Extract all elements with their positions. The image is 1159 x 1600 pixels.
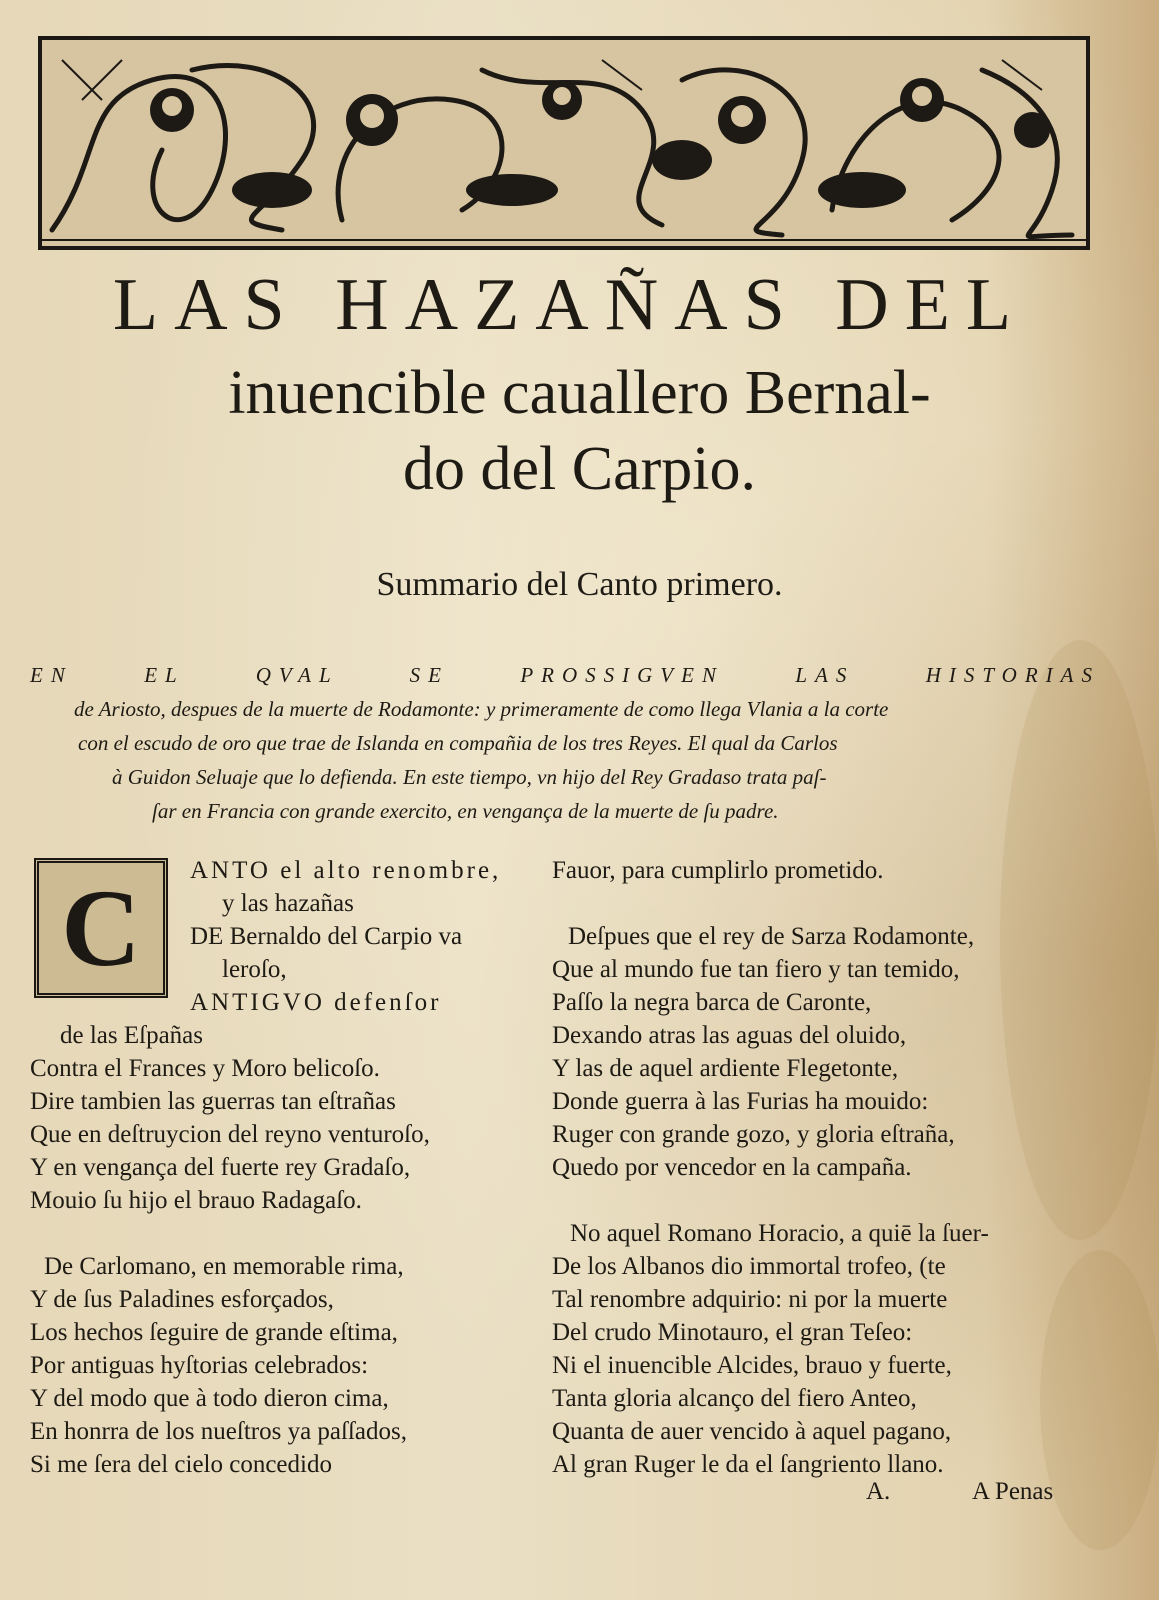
verse-line: Que al mundo fue tan fiero y tan temido, xyxy=(552,956,960,983)
verse-line: Contra el Frances y Moro belicoſo. xyxy=(30,1055,380,1082)
verse-line xyxy=(552,887,1092,920)
verse-line: Quedo por vencedor en la campaña. xyxy=(552,1154,912,1181)
verse-line: leroſo, xyxy=(222,956,287,983)
signature-mark: A. xyxy=(866,1478,891,1505)
decorated-initial-letter: C xyxy=(61,867,141,989)
verse-line: Que en deſtruycion del reyno venturoſo, xyxy=(30,1121,430,1148)
verse-line: Ruger con grande gozo, y gloria eſtraña, xyxy=(552,1121,955,1148)
summary-line: con el escudo de oro que trae de Islanda en compañia de los tres Reyes. El qual da Carlos xyxy=(78,731,838,755)
verse-line: ANTO el alto renombre, xyxy=(190,857,502,884)
verse-line: Quanta de auer vencido à aquel pagano, xyxy=(552,1418,952,1445)
verse-line: DE Bernaldo del Carpio va xyxy=(190,923,463,950)
verse-line: De los Albanos dio immortal trofeo, (te xyxy=(552,1253,946,1280)
verse-line: Dexando atras las aguas del oluido, xyxy=(552,1022,907,1049)
verse-line: Mouio ſu hijo el brauo Radagaſo. xyxy=(30,1187,362,1214)
verse-line: ANTIGVO defenſor xyxy=(190,989,442,1016)
summary-paragraph xyxy=(30,658,1100,828)
verse-column-left xyxy=(30,854,550,1481)
verse-line: Los hechos ſeguire de grande eſtima, xyxy=(30,1319,398,1346)
title-line-2: inuencible cauallero Bernal- xyxy=(228,359,931,427)
verse-line: de las Eſpañas xyxy=(60,1022,204,1049)
catchword: A Penas xyxy=(972,1478,1054,1505)
verse-line xyxy=(552,1184,1092,1217)
verse-line xyxy=(30,1217,550,1250)
verse-line: Si me ſera del cielo concedido xyxy=(30,1451,332,1478)
verse-line: Paſſo la negra barca de Caronte, xyxy=(552,989,872,1016)
title-line-3: do del Carpio. xyxy=(403,435,756,503)
summary-line: à Guidon Seluaje que lo defienda. En este tiempo, vn hijo del Rey Gradaso trata paſ- xyxy=(112,765,827,789)
verse-line: Por antiguas hyſtorias celebrados: xyxy=(30,1352,369,1379)
verse-line: Fauor, para cumplirlo prometido. xyxy=(552,857,884,884)
verse-line: Tal renombre adquirio: ni por la muerte xyxy=(552,1286,948,1313)
verse-line: Ni el inuencible Alcides, brauo y fuerte, xyxy=(552,1352,952,1379)
verse-line: y las hazañas xyxy=(222,890,354,917)
woodcut-header-illustration xyxy=(38,36,1090,250)
verse-line: Y de ſus Paladines esforçados, xyxy=(30,1286,334,1313)
verse-line: Donde guerra à las Furias ha mouido: xyxy=(552,1088,929,1115)
summary-line: EN EL QVAL SE PROSSIGVEN LAS HISTORIAS xyxy=(30,663,1100,687)
summary-line: ſar en Francia con grande exercito, en vengança de la muerte de ſu padre. xyxy=(152,799,779,823)
verse-line: Deſpues que el rey de Sarza Rodamonte, xyxy=(568,923,975,950)
woodcut-ornament-icon xyxy=(42,40,1086,246)
verse-line: Tanta gloria alcanço del fiero Anteo, xyxy=(552,1385,917,1412)
verse-line: No aquel Romano Horacio, a quiē la ſuer- xyxy=(570,1220,989,1247)
verse-line: Y del modo que à todo dieron cima, xyxy=(30,1385,389,1412)
summary-heading: Summario del Canto primero. xyxy=(376,566,783,603)
verse-line: Del crudo Minotauro, el gran Teſeo: xyxy=(552,1319,913,1346)
verse-line: Y en vengança del fuerte rey Gradaſo, xyxy=(30,1154,411,1181)
verse-line: En honrra de los nueſtros ya paſſados, xyxy=(30,1418,407,1445)
verse-line: Al gran Ruger le da el ſangriento llano. xyxy=(552,1451,944,1478)
verse-column-right xyxy=(552,857,1092,1481)
title-line-1: LAS HAZAÑAS DEL xyxy=(112,264,1028,346)
summary-line: de Ariosto, despues de la muerte de Rodamonte: y primeramente de como llega Vlania a la corte xyxy=(74,697,889,721)
verse-line: De Carlomano, en memorable rima, xyxy=(44,1253,404,1280)
verse-line: Dire tambien las guerras tan eſtrañas xyxy=(30,1088,396,1115)
verse-line: Y las de aquel ardiente Flegetonte, xyxy=(552,1055,899,1082)
